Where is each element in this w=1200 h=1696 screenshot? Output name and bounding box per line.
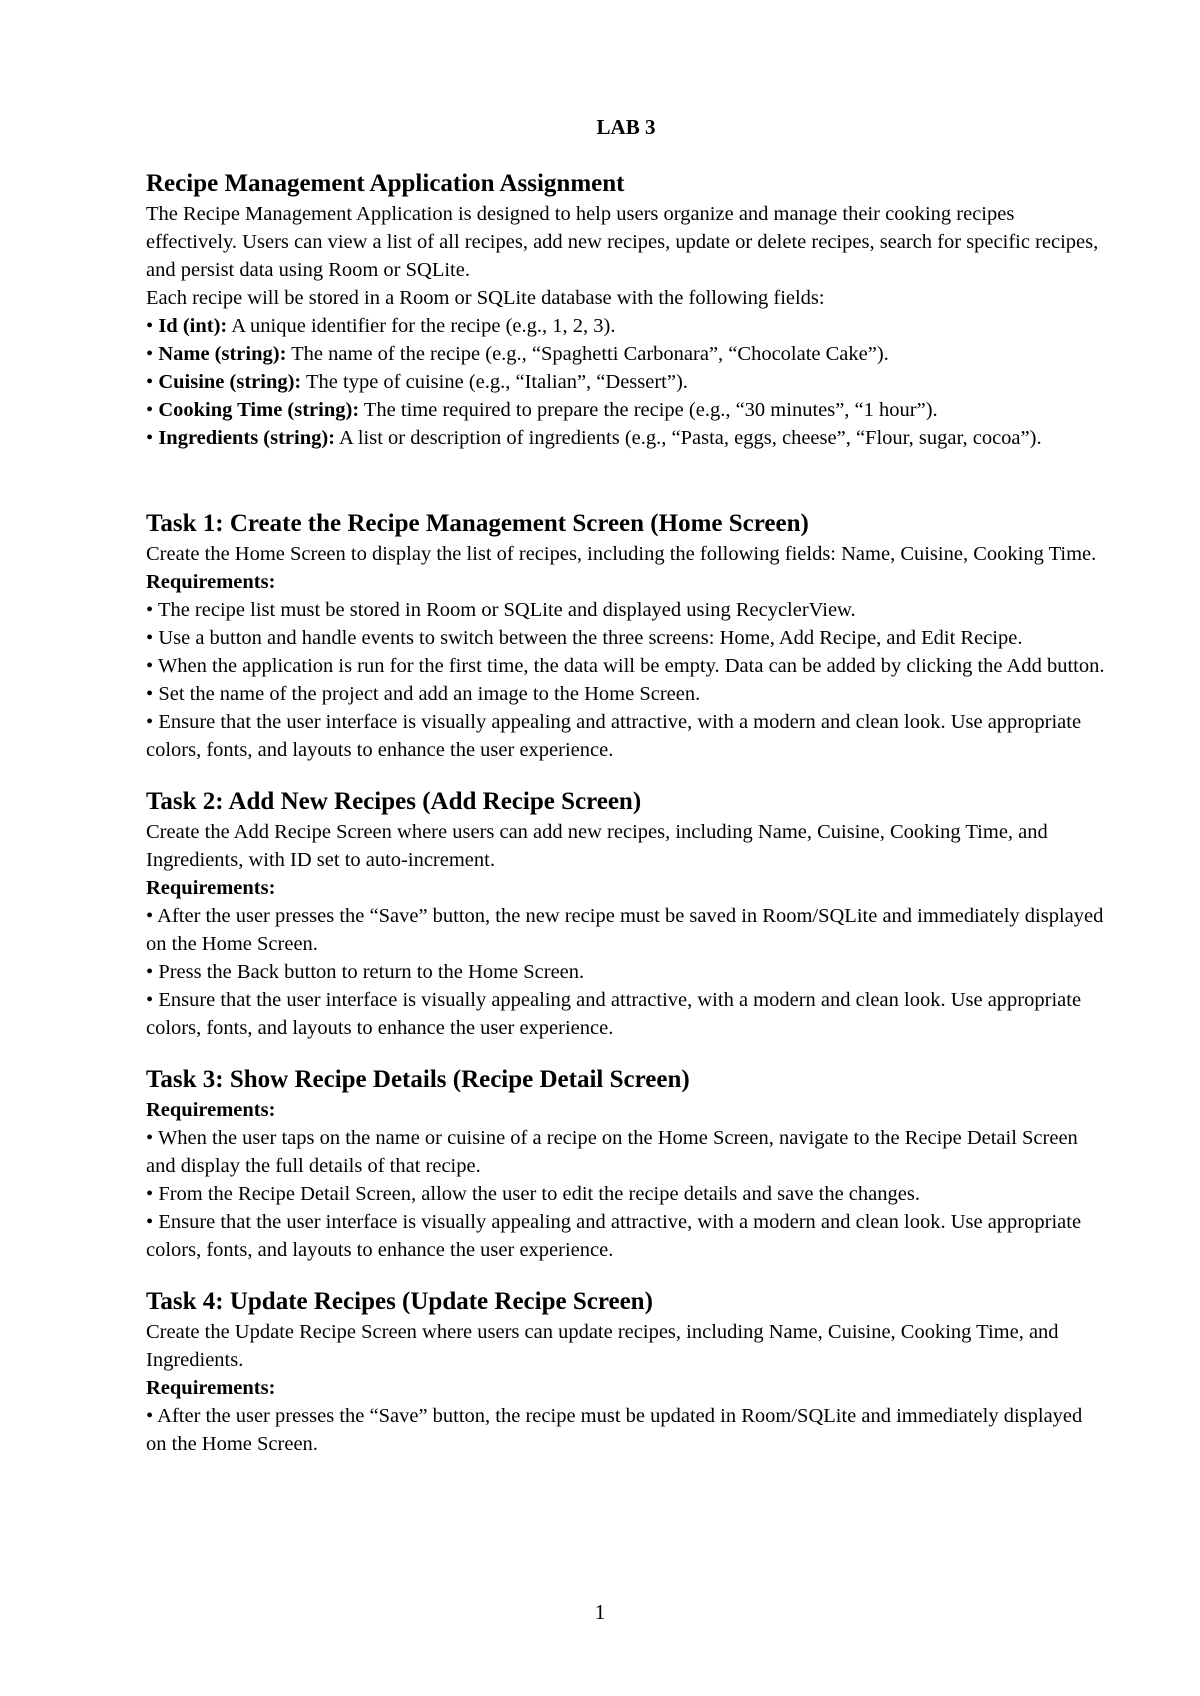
task4-description: Create the Update Recipe Screen where users can update recipes, including Name, Cuisine, Cooking Time, and Ingredients. — [146, 1321, 1059, 1371]
task1-requirement-item — [146, 624, 1106, 652]
task4-heading: Task 4: Update Recipes (Update Recipe Screen) — [146, 1288, 653, 1315]
task2-requirement-item — [146, 902, 1106, 958]
field-item-cuisine — [146, 368, 1106, 396]
spacer — [146, 764, 1106, 786]
field-item-ingredients — [146, 424, 1106, 452]
requirement-text: When the user taps on the name or cuisine of a recipe on the Home Screen, navigate to the Recipe Detail Screen and display the full details of that recipe. — [146, 1127, 1078, 1177]
field-label: Cooking Time (string): — [158, 399, 360, 421]
bullet: • — [146, 1127, 158, 1149]
requirement-text: After the user presses the “Save” button, the recipe must be updated in Room/SQLite and immediately displayed on the Home Screen. — [146, 1405, 1083, 1455]
bullet: • — [146, 1211, 159, 1233]
task3-requirements-label: Requirements: — [146, 1099, 276, 1121]
page-number: 1 — [594, 1600, 606, 1624]
bullet: • — [146, 989, 159, 1011]
main-heading: Recipe Management Application Assignment — [146, 170, 625, 197]
task3-requirement-item — [146, 1208, 1106, 1264]
bullet: • — [146, 961, 159, 983]
task2-requirements-label: Requirements: — [146, 877, 276, 899]
lab-title: LAB 3 — [596, 115, 656, 139]
task1-requirement-item — [146, 680, 1106, 708]
field-label: Ingredients (string): — [158, 427, 336, 449]
field-item-name — [146, 340, 1106, 368]
bullet: • — [146, 655, 158, 677]
requirement-text: When the application is run for the first time, the data will be empty. Data can be added by clicking the Add button. — [157, 655, 1105, 677]
field-item-id — [146, 312, 1106, 340]
bullet: • — [146, 343, 159, 365]
bullet: • — [146, 399, 159, 421]
task2-requirement-item — [146, 958, 1106, 986]
task3-requirement-item — [146, 1180, 1106, 1208]
field-text: The type of cuisine (e.g., “Italian”, “Dessert”). — [301, 371, 688, 393]
requirement-text: Press the Back button to return to the Home Screen. — [158, 961, 585, 983]
task1-description: Create the Home Screen to display the list of recipes, including the following fields: Name, Cuisine, Cooking Time. — [146, 543, 1097, 565]
task1-requirement-item — [146, 652, 1106, 680]
requirement-text: Ensure that the user interface is visually appealing and attractive, with a modern and clean look. Use appropriate colors, fonts, and layouts to enhance the user experience. — [146, 989, 1082, 1039]
task4-requirement-item — [146, 1402, 1106, 1458]
bullet: • — [146, 315, 159, 337]
task1-heading: Task 1: Create the Recipe Management Screen (Home Screen) — [146, 510, 809, 537]
task1-requirement-item — [146, 708, 1106, 764]
field-text: The time required to prepare the recipe (e.g., “30 minutes”, “1 hour”). — [359, 399, 938, 421]
bullet: • — [146, 599, 158, 621]
requirement-text: Set the name of the project and add an image to the Home Screen. — [158, 683, 701, 705]
intro-paragraph: The Recipe Management Application is designed to help users organize and manage their cooking recipes effectively. Users can view a list of all recipes, add new recipes, update or delete recipes, search for specific recipes, and persist data using Room or SQLite. — [146, 203, 1099, 281]
task2-description: Create the Add Recipe Screen where users can add new recipes, including Name, Cuisine, Cooking Time, and Ingredients, with ID set to auto-increment. — [146, 821, 1048, 871]
bullet: • — [146, 627, 159, 649]
requirement-text: From the Recipe Detail Screen, allow the user to edit the recipe details and save the changes. — [158, 1183, 920, 1205]
field-label: Name (string): — [158, 343, 287, 365]
spacer — [146, 1264, 1106, 1286]
task2-requirement-item — [146, 986, 1106, 1042]
bullet: • — [146, 427, 159, 449]
requirement-text: Ensure that the user interface is visually appealing and attractive, with a modern and clean look. Use appropriate colors, fonts, and layouts to enhance the user experience. — [146, 1211, 1082, 1261]
field-text: A unique identifier for the recipe (e.g., 1, 2, 3). — [227, 315, 616, 337]
spacer — [146, 452, 1106, 508]
field-label: Cuisine (string): — [158, 371, 302, 393]
task1-requirements-label: Requirements: — [146, 571, 276, 593]
bullet: • — [146, 1405, 158, 1427]
requirement-text: Ensure that the user interface is visually appealing and attractive, with a modern and clean look. Use appropriate colors, fonts, and layouts to enhance the user experience. — [146, 711, 1082, 761]
task2-heading: Task 2: Add New Recipes (Add Recipe Screen) — [146, 788, 642, 815]
document-body — [146, 112, 1106, 1458]
task3-requirement-item — [146, 1124, 1106, 1180]
field-text: A list or description of ingredients (e.g., “Pasta, eggs, cheese”, “Flour, sugar, cocoa”). — [335, 427, 1042, 449]
bullet: • — [146, 711, 159, 733]
task3-heading: Task 3: Show Recipe Details (Recipe Detail Screen) — [146, 1066, 690, 1093]
spacer — [146, 1042, 1106, 1064]
task1-requirement-item — [146, 596, 1106, 624]
intro-fields-lead: Each recipe will be stored in a Room or SQLite database with the following fields: — [146, 287, 825, 309]
bullet: • — [146, 371, 159, 393]
requirement-text: The recipe list must be stored in Room or SQLite and displayed using RecyclerView. — [157, 599, 856, 621]
bullet: • — [146, 905, 158, 927]
bullet: • — [146, 683, 159, 705]
field-text: The name of the recipe (e.g., “Spaghetti Carbonara”, “Chocolate Cake”). — [286, 343, 889, 365]
task4-requirements-label: Requirements: — [146, 1377, 276, 1399]
requirement-text: Use a button and handle events to switch between the three screens: Home, Add Recipe, and Edit Recipe. — [158, 627, 1023, 649]
requirement-text: After the user presses the “Save” button, the new recipe must be saved in Room/SQLite and immediately displayed on the Home Screen. — [146, 905, 1104, 955]
bullet: • — [146, 1183, 159, 1205]
field-label: Id (int): — [158, 315, 228, 337]
field-item-cooking-time — [146, 396, 1106, 424]
